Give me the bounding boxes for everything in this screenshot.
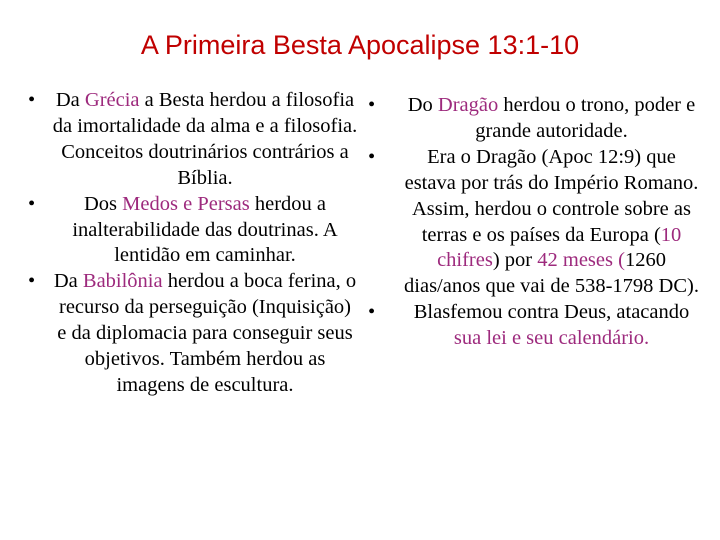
bullet-text: Da (53, 270, 83, 293)
bullet-text: Era o Dragão (Apoc 12:9) que estava por trás do Império Romano. Assim, herdou o controle sobre as terras e os países da Europa ( (404, 145, 699, 246)
bullet-icon: • (368, 145, 376, 168)
left-column (28, 88, 358, 399)
bullet-text: 1260 dias/anos que vai de 538-1798 DC). (404, 249, 699, 298)
bullet-text: Blasfemou contra Deus, atacando (413, 301, 690, 324)
bullet-item (358, 93, 703, 145)
highlighted-text: Dragão (437, 94, 499, 116)
bullet-item (28, 88, 358, 192)
bullet-text: a Besta herdou a filosofia da imortalidade da alma e a filosofia. Conceitos doutrinários contrários a Bíblia. (52, 89, 358, 189)
bullet-icon: • (28, 192, 36, 215)
highlighted-text: 10 chifres (437, 223, 682, 272)
right-bullet-list (358, 93, 703, 352)
highlighted-text: sua lei e seu calendário. (453, 327, 650, 350)
bullet-item (358, 300, 703, 352)
bullet-item (358, 145, 703, 300)
highlighted-text: Grécia (84, 89, 140, 111)
bullet-item (28, 269, 358, 399)
bullet-icon: • (368, 94, 376, 116)
bullet-text: ) por (492, 249, 538, 272)
bullet-text: herdou a inalterabilidade das doutrinas. A lentidão em caminhar. (72, 192, 338, 267)
left-bullet-list (28, 88, 358, 399)
highlighted-text: Babilônia (82, 270, 163, 293)
bullet-text: Da (55, 89, 85, 111)
highlighted-text: Medos e Persas (122, 192, 250, 215)
bullet-icon: • (368, 301, 376, 324)
bullet-text: herdou o trono, poder e grande autoridade. (475, 94, 696, 142)
bullet-text: Do (407, 94, 438, 116)
highlighted-text: 42 meses ( (537, 249, 625, 272)
right-column (358, 93, 703, 352)
bullet-text: herdou a boca ferina, o recurso da perseguição (Inquisição) e da diplomacia para conseguir seus objetivos. Também herdou as imagens de escultura. (57, 270, 357, 396)
bullet-item (28, 192, 358, 270)
bullet-icon: • (28, 89, 36, 111)
bullet-text: Dos (84, 192, 123, 215)
slide-title: A Primeira Besta Apocalipse 13:1-10 (140, 30, 580, 60)
bullet-icon: • (28, 270, 36, 293)
